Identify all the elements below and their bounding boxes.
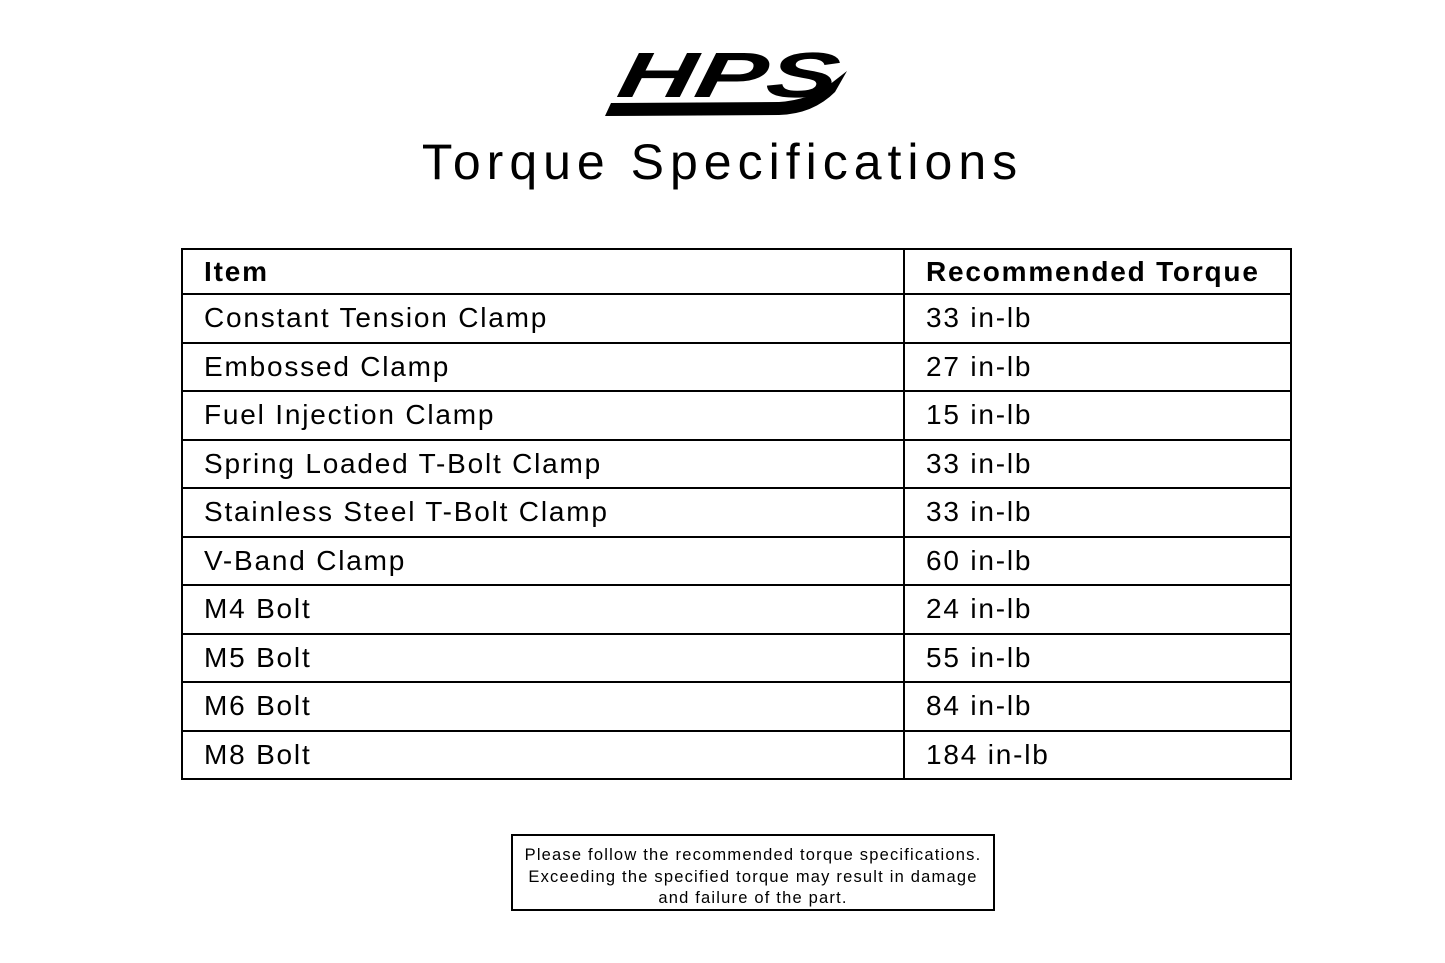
table-row bbox=[182, 391, 1291, 440]
item-cell: M8 Bolt bbox=[182, 731, 904, 780]
table-row bbox=[182, 440, 1291, 489]
item-cell: Constant Tension Clamp bbox=[182, 294, 904, 343]
torque-table-body bbox=[182, 294, 1291, 779]
hps-logo-text: HPS bbox=[612, 40, 757, 111]
table-header-row bbox=[182, 249, 1291, 294]
torque-cell: 33 in-lb bbox=[904, 294, 1291, 343]
torque-cell: 184 in-lb bbox=[904, 731, 1291, 780]
hps-logo bbox=[601, 40, 849, 120]
torque-cell: 55 in-lb bbox=[904, 634, 1291, 683]
torque-cell: 84 in-lb bbox=[904, 682, 1291, 731]
table-row bbox=[182, 488, 1291, 537]
col-header-item: Item bbox=[182, 249, 904, 294]
item-cell: M6 Bolt bbox=[182, 682, 904, 731]
torque-cell: 15 in-lb bbox=[904, 391, 1291, 440]
table-row bbox=[182, 731, 1291, 780]
torque-cell: 60 in-lb bbox=[904, 537, 1291, 586]
item-cell: M5 Bolt bbox=[182, 634, 904, 683]
item-cell: V-Band Clamp bbox=[182, 537, 904, 586]
item-cell: Spring Loaded T-Bolt Clamp bbox=[182, 440, 904, 489]
torque-cell: 33 in-lb bbox=[904, 440, 1291, 489]
torque-cell: 24 in-lb bbox=[904, 585, 1291, 634]
hps-logo-icon bbox=[601, 40, 849, 120]
table-row bbox=[182, 294, 1291, 343]
table-row bbox=[182, 682, 1291, 731]
table-row bbox=[182, 585, 1291, 634]
item-cell: Stainless Steel T-Bolt Clamp bbox=[182, 488, 904, 537]
page-title: Torque Specifications bbox=[421, 134, 1024, 190]
table-row bbox=[182, 343, 1291, 392]
torque-cell: 33 in-lb bbox=[904, 488, 1291, 537]
note-line-1: Please follow the recommended torque specifications. bbox=[524, 846, 982, 864]
item-cell: M4 Bolt bbox=[182, 585, 904, 634]
note-line-2: Exceeding the specified torque may result in damage bbox=[528, 867, 978, 886]
torque-cell: 27 in-lb bbox=[904, 343, 1291, 392]
torque-spec-table bbox=[181, 248, 1292, 780]
item-cell: Fuel Injection Clamp bbox=[182, 391, 904, 440]
note-box bbox=[511, 834, 995, 911]
table-row bbox=[182, 634, 1291, 683]
note-line-3: and failure of the part. bbox=[658, 889, 848, 907]
item-cell: Embossed Clamp bbox=[182, 343, 904, 392]
table-row bbox=[182, 537, 1291, 586]
col-header-recommended-torque: Recommended Torque bbox=[904, 249, 1291, 294]
